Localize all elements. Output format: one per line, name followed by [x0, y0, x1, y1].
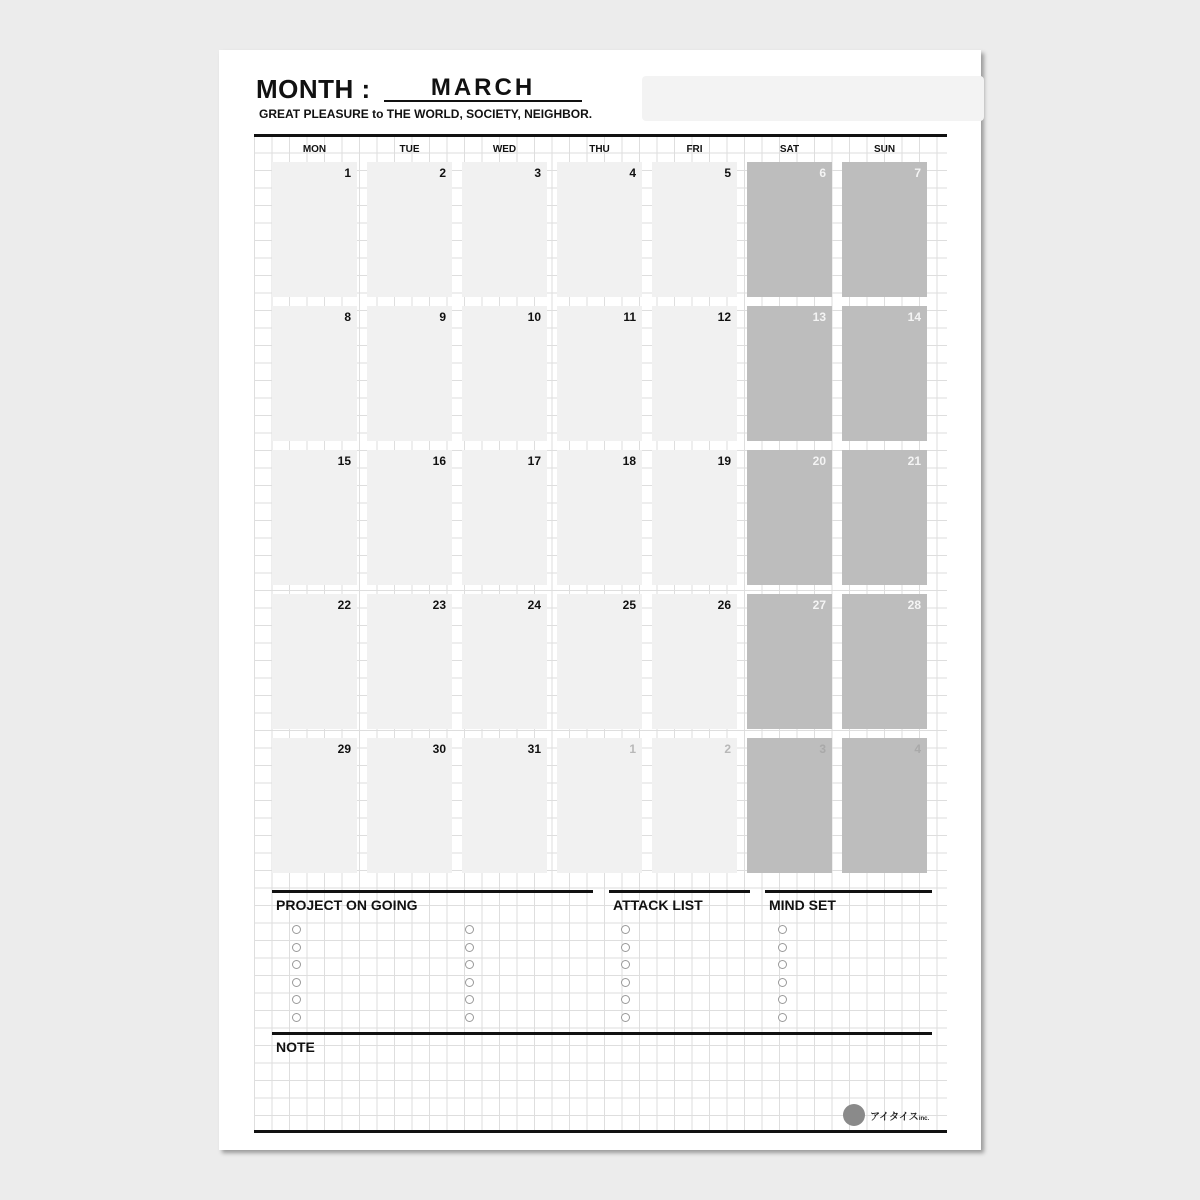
attack-section-title: ATTACK LIST [613, 897, 703, 913]
note-section-title: NOTE [276, 1039, 315, 1055]
day-number: 13 [812, 310, 826, 324]
day-number: 5 [724, 166, 731, 180]
bullet-circle-icon[interactable] [778, 925, 787, 934]
day-cell[interactable] [462, 162, 547, 297]
day-cell[interactable] [367, 162, 452, 297]
bullet-circle-icon[interactable] [465, 995, 474, 1004]
day-cell[interactable] [367, 738, 452, 873]
day-cell[interactable] [842, 162, 927, 297]
mindset-bullets [778, 925, 788, 1030]
top-rule [254, 134, 947, 137]
bullet-circle-icon[interactable] [778, 995, 787, 1004]
bullet-circle-icon[interactable] [621, 995, 630, 1004]
day-cell[interactable] [272, 162, 357, 297]
bottom-rule [254, 1130, 947, 1133]
weekday-header-mon: MON [302, 144, 327, 155]
day-number: 29 [337, 742, 351, 756]
bullet-circle-icon[interactable] [621, 978, 630, 987]
day-cell[interactable] [462, 450, 547, 585]
bullet-circle-icon[interactable] [465, 1013, 474, 1022]
day-cell[interactable] [462, 738, 547, 873]
day-number: 21 [907, 454, 921, 468]
day-cell[interactable] [652, 306, 737, 441]
day-number: 28 [907, 598, 921, 612]
day-number: 2 [439, 166, 446, 180]
project-bullets-right [465, 925, 475, 1030]
day-number: 3 [534, 166, 541, 180]
day-number: 20 [812, 454, 826, 468]
day-cell[interactable] [652, 738, 737, 873]
day-number: 26 [717, 598, 731, 612]
bullet-circle-icon[interactable] [292, 960, 301, 969]
project-section-bar [272, 890, 593, 893]
mindset-section-title: MIND SET [769, 897, 836, 913]
day-cell[interactable] [272, 594, 357, 729]
memo-box [642, 76, 984, 121]
attack-bullets [621, 925, 631, 1030]
bullet-circle-icon[interactable] [292, 978, 301, 987]
project-bullets-left [292, 925, 302, 1030]
day-cell[interactable] [557, 450, 642, 585]
day-number: 11 [623, 310, 636, 324]
day-cell[interactable] [652, 594, 737, 729]
day-cell[interactable] [747, 450, 832, 585]
day-number: 10 [527, 310, 541, 324]
day-cell[interactable] [272, 738, 357, 873]
day-cell[interactable] [652, 450, 737, 585]
bullet-circle-icon[interactable] [465, 925, 474, 934]
attack-section-bar [609, 890, 750, 893]
day-number: 30 [432, 742, 446, 756]
day-cell[interactable] [557, 738, 642, 873]
day-cell[interactable] [747, 738, 832, 873]
day-cell[interactable] [747, 594, 832, 729]
day-cell[interactable] [747, 306, 832, 441]
day-number: 4 [629, 166, 636, 180]
bullet-circle-icon[interactable] [292, 925, 301, 934]
bullet-circle-icon[interactable] [778, 960, 787, 969]
day-number: 22 [337, 598, 351, 612]
month-value: MARCH [384, 74, 582, 102]
day-number: 6 [819, 166, 826, 180]
bullet-circle-icon[interactable] [621, 1013, 630, 1022]
calendar-sheet [219, 50, 981, 1150]
day-number: 1 [344, 166, 351, 180]
logo-circle-icon [843, 1104, 865, 1126]
day-cell[interactable] [367, 306, 452, 441]
bullet-circle-icon[interactable] [292, 943, 301, 952]
day-cell[interactable] [557, 594, 642, 729]
day-number: 14 [907, 310, 921, 324]
day-cell[interactable] [557, 162, 642, 297]
logo-suffix: inc. [918, 1116, 930, 1122]
month-label: MONTH : [256, 74, 371, 104]
bullet-circle-icon[interactable] [778, 978, 787, 987]
weekday-header-tue: TUE [399, 144, 420, 155]
day-number: 16 [432, 454, 446, 468]
day-number: 24 [527, 598, 541, 612]
weekday-header-thu: THU [589, 144, 610, 155]
day-cell[interactable] [652, 162, 737, 297]
day-cell[interactable] [842, 594, 927, 729]
day-number: 9 [439, 310, 446, 324]
logo-text: アイタイス [870, 1112, 919, 1123]
day-cell[interactable] [462, 306, 547, 441]
weekday-header-fri: FRI [686, 144, 703, 155]
day-cell[interactable] [462, 594, 547, 729]
bullet-circle-icon[interactable] [621, 943, 630, 952]
day-number: 4 [914, 742, 921, 756]
bullet-circle-icon[interactable] [292, 995, 301, 1004]
day-cell[interactable] [272, 306, 357, 441]
weekday-header-sat: SAT [779, 144, 800, 155]
weekday-header-wed: WED [492, 144, 517, 155]
mindset-section-bar [765, 890, 932, 893]
bullet-circle-icon[interactable] [621, 960, 630, 969]
day-cell[interactable] [842, 738, 927, 873]
day-cell[interactable] [747, 162, 832, 297]
day-number: 8 [344, 310, 351, 324]
day-cell[interactable] [367, 450, 452, 585]
day-cell[interactable] [272, 450, 357, 585]
day-number: 19 [717, 454, 731, 468]
weekday-header-sun: SUN [873, 144, 896, 155]
day-number: 27 [812, 598, 826, 612]
project-section-title: PROJECT ON GOING [276, 897, 418, 913]
day-number: 23 [432, 598, 446, 612]
day-cell[interactable] [842, 450, 927, 585]
bullet-circle-icon[interactable] [621, 925, 630, 934]
day-cell[interactable] [842, 306, 927, 441]
day-number: 1 [629, 742, 636, 756]
bullet-circle-icon[interactable] [778, 1013, 787, 1022]
day-number: 2 [724, 742, 731, 756]
day-number: 7 [914, 166, 921, 180]
bullet-circle-icon[interactable] [465, 978, 474, 987]
bullet-circle-icon[interactable] [778, 943, 787, 952]
day-number: 17 [527, 454, 541, 468]
day-number: 18 [622, 454, 636, 468]
tagline: GREAT PLEASURE to THE WORLD, SOCIETY, NEIGHBOR. [259, 107, 593, 121]
bullet-circle-icon[interactable] [292, 1013, 301, 1022]
day-number: 15 [337, 454, 351, 468]
day-number: 12 [717, 310, 731, 324]
day-number: 31 [527, 742, 541, 756]
day-number: 3 [819, 742, 826, 756]
day-number: 25 [622, 598, 636, 612]
note-section-bar [272, 1032, 932, 1035]
bullet-circle-icon[interactable] [465, 960, 474, 969]
day-cell[interactable] [367, 594, 452, 729]
bullet-circle-icon[interactable] [465, 943, 474, 952]
day-cell[interactable] [557, 306, 642, 441]
